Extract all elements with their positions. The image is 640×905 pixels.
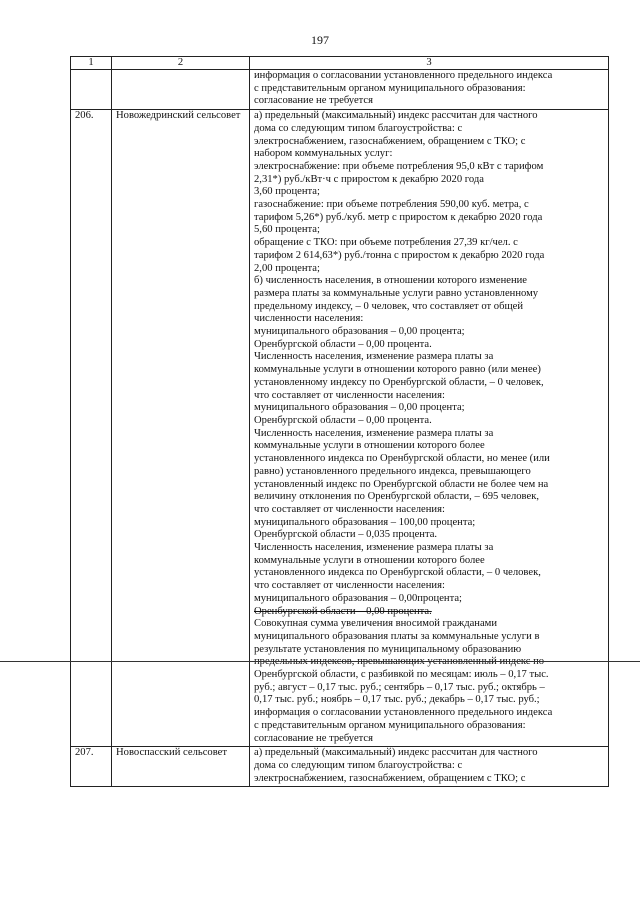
column-number-2: 2 <box>112 57 250 70</box>
text-line: установленного индекса по Оренбургской области, но менее (или <box>254 453 550 465</box>
continuation-row <box>71 70 609 110</box>
text-line: Численность населения, изменение размера платы за <box>254 351 494 363</box>
text-line: информация о согласовании установленного предельного индекса <box>254 707 553 719</box>
text-line: коммунальные услуги в отношении которого более <box>254 440 485 452</box>
text-line: согласование не требуется <box>254 732 374 744</box>
text-line: информация о согласовании установленного предельного индекса <box>254 70 553 81</box>
column-number-3: 3 <box>250 57 609 70</box>
text-line: 2,00 процента; <box>254 262 320 274</box>
text-line: 2,31*) руб./кВт·ч с приростом к декабрю 2020 года <box>254 173 484 185</box>
description-cell <box>250 70 609 110</box>
text-line: дома со следующим типом благоустройства: с <box>254 759 463 771</box>
text-line: Оренбургской области – 0,035 процента. <box>254 529 438 541</box>
indices-table <box>70 56 609 787</box>
column-numbers-row <box>71 57 609 70</box>
text-line: обращение с ТКО: при объеме потребления 27,39 кг/чел. с <box>254 237 518 249</box>
description-cell <box>250 747 609 787</box>
table-row-207 <box>71 747 609 787</box>
text-line: электроснабжением, газоснабжением, обращением с ТКО; с <box>254 772 526 784</box>
text-line: 5,60 процента; <box>254 224 320 236</box>
text-line: предельному индексу, – 0 человек, что составляет от общей <box>254 300 523 312</box>
text-line: муниципального образования – 0,00процента; <box>254 592 462 604</box>
text-line: коммунальные услуги в отношении которого более <box>254 554 485 566</box>
text-line: муниципального образования платы за коммунальные услуги в <box>254 630 540 642</box>
text-line: Численность населения, изменение размера платы за <box>254 427 494 439</box>
text-line: величину отклонения по Оренбургской области, – 695 человек, <box>254 491 539 503</box>
text-line: с представительным органом муниципального образования: <box>254 82 526 94</box>
description-text <box>254 70 605 108</box>
text-line: муниципального образования – 0,00 процента; <box>254 326 465 338</box>
text-line: Оренбургской области – 0,00 процента. <box>254 338 432 350</box>
text-line: муниципального образования – 0,00 процента; <box>254 402 465 414</box>
text-line: установленный индекс по Оренбургской области не более чем на <box>254 478 549 490</box>
text-line: дома со следующим типом благоустройства: с <box>254 122 463 134</box>
row-number: 207. <box>71 747 112 787</box>
text-line: что составляет от численности населения: <box>254 503 445 515</box>
text-line: 0,17 тыс. руб.; ноябрь – 0,17 тыс. руб.; декабрь – 0,17 тыс. руб.; <box>254 694 540 706</box>
text-line: что составляет от численности населения: <box>254 580 445 592</box>
text-line: размера платы за коммунальные услуги равно установленному <box>254 287 539 299</box>
municipality-cell <box>112 70 250 110</box>
text-line: набором коммунальных услуг: <box>254 148 393 160</box>
column-number-1: 1 <box>71 57 112 70</box>
text-line: с представительным органом муниципального образования: <box>254 719 526 731</box>
text-line: согласование не требуется <box>254 95 374 107</box>
row-number: 206. <box>71 110 112 747</box>
text-line: руб.; август – 0,17 тыс. руб.; сентябрь – 0,17 тыс. руб.; октябрь – <box>254 681 545 693</box>
text-line: а) предельный (максимальный) индекс рассчитан для частного <box>254 110 538 122</box>
text-line: Совокупная сумма увеличения вносимой гражданами <box>254 618 498 630</box>
text-line: предельных индексов, превышающих установленный индекс по <box>254 656 545 668</box>
text-line: электроснабжением, газоснабжением, обращением с ТКО; с <box>254 135 526 147</box>
text-line: б) численность населения, в отношении которого изменение <box>254 275 527 287</box>
page-number: 197 <box>311 33 329 47</box>
text-line: муниципального образования – 100,00 процента; <box>254 516 476 528</box>
text-line: Оренбургской области – 0,00 процента. <box>254 605 432 617</box>
text-line: Численность населения, изменение размера платы за <box>254 542 494 554</box>
text-line: тарифом 2 614,63*) руб./тонна с приростом к декабрю 2020 года <box>254 249 545 261</box>
text-line: установленному индексу по Оренбургской области, – 0 человек, <box>254 376 544 388</box>
text-line: равно) установленного предельного индекса, превышающего <box>254 465 531 477</box>
text-line: Оренбургской области, с разбивкой по месяцам: июль – 0,17 тыс. <box>254 669 549 681</box>
municipality-name: Новоспасский сельсовет <box>112 747 250 787</box>
row-number-cell <box>71 70 112 110</box>
municipality-name: Новожедринский сельсовет <box>112 110 250 747</box>
table-row-206 <box>71 110 609 747</box>
description-cell <box>250 110 609 747</box>
text-line: газоснабжение: при объеме потребления 590,00 куб. метра, с <box>254 199 529 211</box>
text-line: Оренбургской области – 0,00 процента. <box>254 414 432 426</box>
text-line: а) предельный (максимальный) индекс рассчитан для частного <box>254 747 538 759</box>
scan-fold-line <box>0 661 640 662</box>
text-line: тарифом 5,26*) руб./куб. метр с приростом к декабрю 2020 года <box>254 211 543 223</box>
text-line: электроснабжение: при объеме потребления 95,0 кВт с тарифом <box>254 160 544 172</box>
text-line: численности населения: <box>254 313 364 325</box>
text-line: результате установления по муниципальному образованию <box>254 643 522 655</box>
text-line: коммунальные услуги в отношении которого равно (или менее) <box>254 364 541 376</box>
description-text <box>254 110 605 745</box>
text-line: 3,60 процента; <box>254 186 320 198</box>
description-text <box>254 747 605 785</box>
text-line: установленного индекса по Оренбургской области, – 0 человек, <box>254 567 541 579</box>
text-line: что составляет от численности населения: <box>254 389 445 401</box>
